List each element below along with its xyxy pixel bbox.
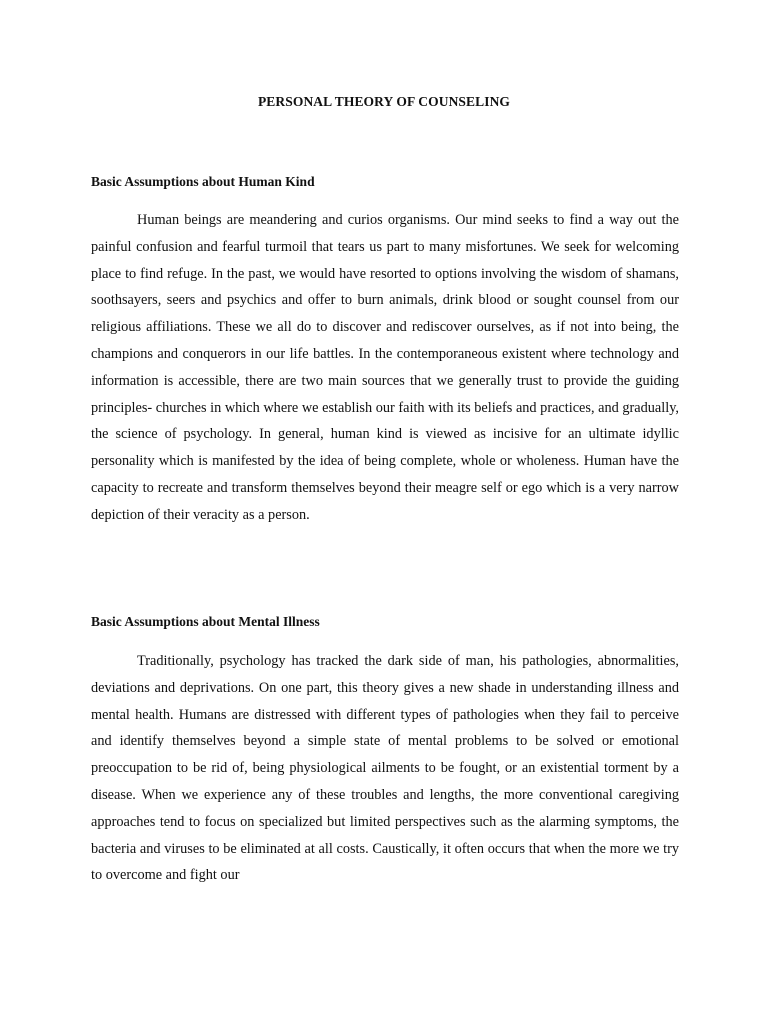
section-paragraph-mental-illness: Traditionally, psychology has tracked the dark side of man, his pathologies, abnormalities, deviations and deprivations. On one part, this theory gives a new shade in understanding illness and mental health. Humans are distressed with different types of pathologies when they fail to perceive and identify themselves beyond a simple state of mental problems to be solved or emotional preoccupation to be rid of, being physiological ailments to be fought, or an existential torment by a disease. When we experience any of these troubles and lengths, the more conventional caregiving approaches tend to focus on specialized but limited perspectives such as the alarming symptoms, the bacteria and viruses to be eliminated at all costs. Caustically, it often occurs that when the more we try to overcome and fight our xyxy=(91,653,679,884)
section-paragraph-human-kind: Human beings are meandering and curios organisms. Our mind seeks to find a way out the painful confusion and fearful turmoil that tears us part to many misfortunes. We seek for welcoming place to find refuge. In the past, we would have resorted to options involving the wisdom of shamans, soothsayers, seers and psychics and offer to burn animals, drink blood or sought counsel from our religious affiliations. These we all do to discover and rediscover ourselves, as if not into being, the champions and conquerors in our life battles. In the contemporaneous existent where technology and information is accessible, there are two main sources that we generally trust to provide the guiding principles- churches in which where we establish our faith with its beliefs and practices, and gradually, the science of psychology. In general, human kind is viewed as incisive for an ultimate idyllic personality which is manifested by the idea of being complete, whole or wholeness. Human have the capacity to recreate and transform themselves beyond their meagre self or ego which is a very narrow depiction of their veracity as a person. xyxy=(91,212,679,523)
section-heading-mental-illness: Basic Assumptions about Mental Illness xyxy=(91,614,320,629)
section-heading-human-kind: Basic Assumptions about Human Kind xyxy=(91,174,315,189)
document-title: PERSONAL THEORY OF COUNSELING xyxy=(257,94,511,109)
